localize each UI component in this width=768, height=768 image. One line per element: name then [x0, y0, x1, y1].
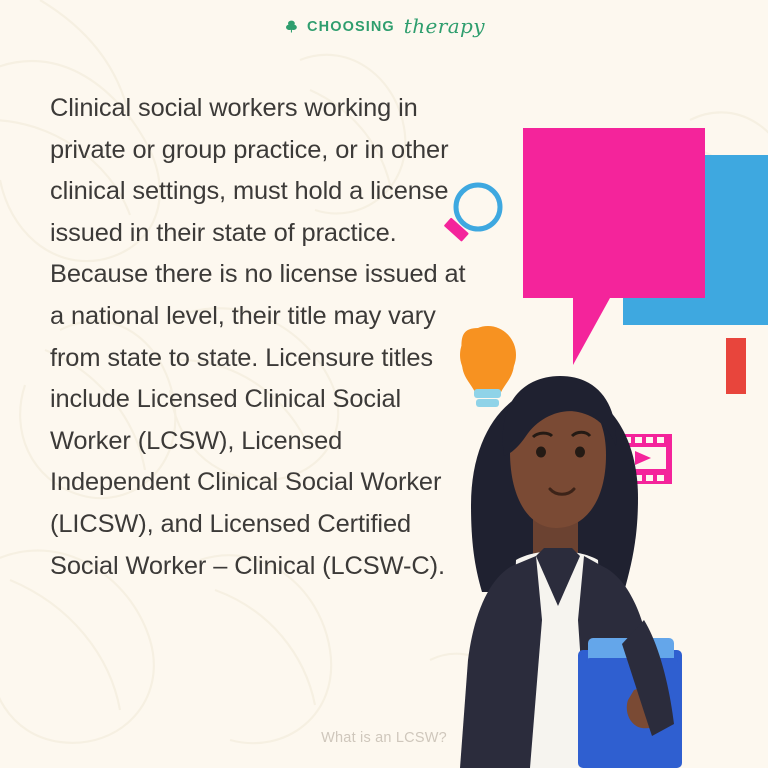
illustration-group	[438, 0, 768, 768]
brand-name-secondary: therapy	[403, 14, 485, 38]
flower-logo-icon	[283, 19, 300, 36]
article-caption: What is an LCSW?	[321, 730, 447, 746]
speech-bubble-graphic	[523, 128, 705, 365]
brand-name-primary: CHOOSING	[307, 19, 395, 35]
article-body-text: Clinical social workers working in private or group practice, or in other clinical settings, must hold a license issued in their state of practice. Because there is no license issued at a national level, their title may vary from state to state. Licensure titles include Licensed Clinical Social Worker (LCSW), Licensed Independent Clinical Social Worker (LICSW), and Licensed Certified Social Worker – Clinical (LCSW-C).	[50, 94, 466, 580]
red-bar-graphic	[726, 338, 746, 394]
